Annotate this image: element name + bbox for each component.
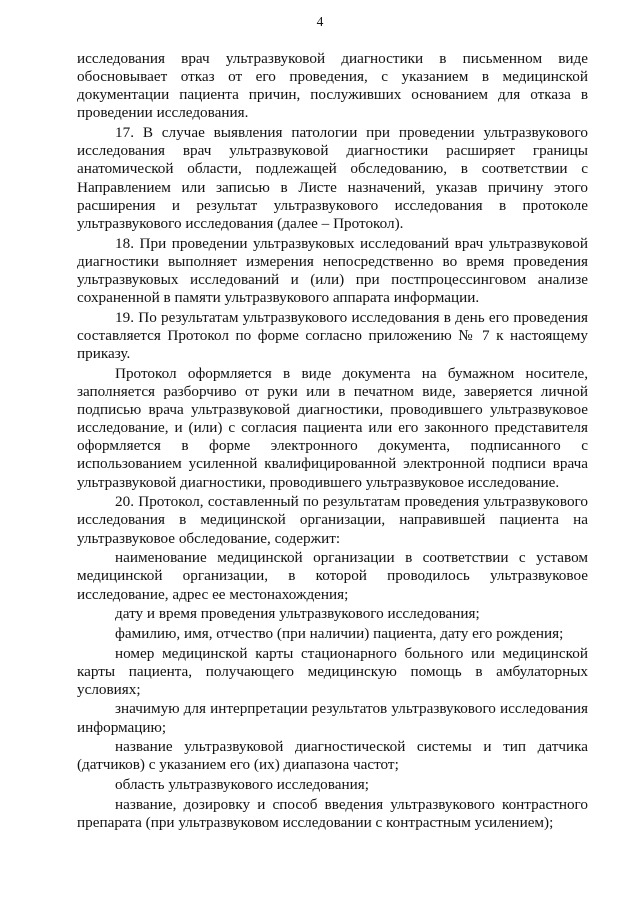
paragraph-continuation: исследования врач ультразвуковой диагностики в письменном виде обосновывает отказ от его проведения, с указанием в медицинской документации пациента причин, послуживших основанием для отказа в проведении исследования. (77, 50, 588, 122)
list-item-organization-name: наименование медицинской организации в соответствии с уставом медицинской организации, в которой проводилось ультразвуковое исследование, адрес ее местонахождения; (77, 549, 588, 603)
document-body (77, 50, 588, 832)
list-item-system-sensor: название ультразвуковой диагностической системы и тип датчика (датчиков) с указанием его (их) диапазона частот; (77, 738, 588, 774)
paragraph-19: 19. По результатам ультразвукового исследования в день его проведения составляется Протокол по форме согласно приложению № 7 к настоящему приказу. (77, 308, 588, 362)
paragraph-20: 20. Протокол, составленный по результатам проведения ультразвукового исследования в медицинской организации, направившей пациента на ультразвуковое обследование, содержит: (77, 493, 588, 547)
list-item-significant-info: значимую для интерпретации результатов ультразвукового исследования информацию; (77, 700, 588, 736)
paragraph-18: 18. При проведении ультразвуковых исследований врач ультразвуковой диагностики выполняет измерения непосредственно во время проведения ультразвуковых исследований и (или) при постпроцессинговом анализе сохраненной в памяти ультразвукового аппарата информации. (77, 234, 588, 307)
list-item-patient-name: фамилию, имя, отчество (при наличии) пациента, дату его рождения; (115, 624, 564, 642)
list-item-date-time: дату и время проведения ультразвукового исследования; (115, 605, 480, 623)
list-item-exam-area: область ультразвукового исследования; (115, 776, 369, 794)
page-number: 4 (316, 14, 324, 29)
list-item-medical-card-number: номер медицинской карты стационарного больного или медицинской карты пациента, получающего медицинскую помощь в амбулаторных условиях; (77, 644, 588, 698)
paragraph-17: 17. В случае выявления патологии при проведении ультразвукового исследования врач ультразвуковой диагностики расширяет границы анатомической области, подлежащей обследованию, в соответствии с Направлением или записью в Листе назначений, указав причину этого расширения и результат ультразвукового исследования в протоколе ультразвукового исследования (далее – Протокол). (77, 124, 588, 232)
list-item-contrast-agent: название, дозировку и способ введения ультразвукового контрастного препарата (при ультразвуковом исследовании с контрастным усилением); (77, 795, 588, 831)
paragraph-protocol-format: Протокол оформляется в виде документа на бумажном носителе, заполняется разборчиво от руки или в печатном виде, заверяется личной подписью врача ультразвуковой диагностики, проводившего ультразвуковое исследование, и (или) с согласия пациента или его законного представителя оформляется в форме электронного документа, подписанного с использованием усиленной квалифицированной электронной подписи врача ультразвуковой диагностики, проводившего ультразвуковое исследование. (77, 364, 588, 491)
